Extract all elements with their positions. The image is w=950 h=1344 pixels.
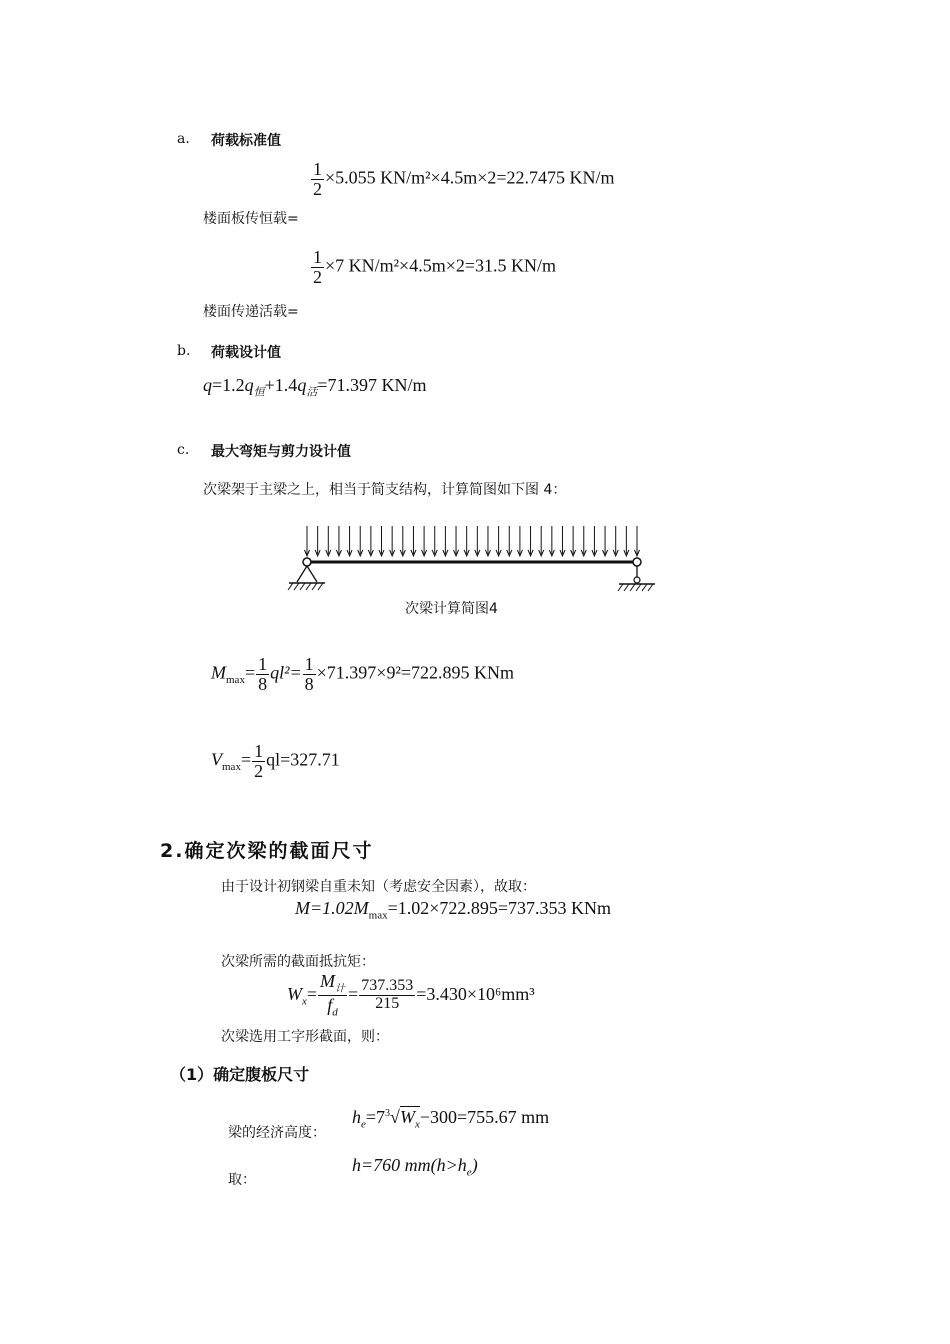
dead-load-formula xyxy=(310,160,615,199)
vmax-formula: $V_{max}=$ $\frac{1}{2}$ ql=327.71 xyxy=(211,741,340,781)
section-b-marker: b. xyxy=(177,343,191,359)
section-c-marker: c. xyxy=(177,442,190,458)
fraction-half: $\frac{1}{2}$ xyxy=(313,159,322,199)
fraction-half: $\frac{1}{2}$ xyxy=(254,741,264,781)
design-load-formula: $q=1.2q_恒+1.4q_活=71.397$ KN/m xyxy=(203,375,427,399)
live-load-label: 楼面传递活载= xyxy=(203,304,299,320)
fraction-eighth: $\frac{1}{8}$ xyxy=(258,654,268,694)
beam-diagram xyxy=(285,520,665,600)
m-design-formula: $M=1.02M_{max}=1.02\times 722.895=737.353$ KNm xyxy=(295,898,612,922)
dead-load-label: 楼面板传恒载= xyxy=(203,211,299,227)
fraction-values: $\frac{737.353}{215}$ xyxy=(361,977,414,1013)
live-load-rest: ×7 KN/m²×4.5m×2=31.5 KN/m xyxy=(325,255,557,276)
section-2-note1: 由于设计初钢梁自重未知（考虑安全因素），故取： xyxy=(221,879,536,895)
h-formula: h=760 $mm(h>h_e)$ xyxy=(352,1155,478,1179)
fraction-half: $\frac{1}{2}$ xyxy=(313,247,322,287)
wx-formula: $W_x=$ $\frac{M_计}{f_d}$ = $\frac{737.353}{215}$ =3.430×10⁶mm³ xyxy=(287,971,535,1019)
section-2-note2: 次梁所需的截面抵抗矩： xyxy=(221,954,375,970)
section-c-title: 最大弯矩与剪力设计值 xyxy=(211,444,351,460)
fraction-eighth: $\frac{1}{8}$ xyxy=(304,654,314,694)
economic-height-label: 梁的经济高度： xyxy=(228,1125,326,1141)
section-a-marker: a. xyxy=(177,131,190,147)
dead-load-rest: ×5.055 KN/m²×4.5m×2=22.7475 KN/m xyxy=(325,167,615,188)
section-b-title: 荷载设计值 xyxy=(211,345,281,361)
he-formula: $h_e=7^3√W_x-300=755.67$ mm xyxy=(352,1107,550,1131)
distributed-load-arrows xyxy=(305,526,640,556)
section-c-intro: 次梁架于主梁之上，相当于简支结构，计算简图如下图 4： xyxy=(203,482,567,498)
section-2-note3: 次梁选用工字形截面，则： xyxy=(221,1029,389,1045)
section-a-title: 荷载标准值 xyxy=(211,133,281,149)
mmax-formula: $M_{max}=$ $\frac{1}{8}$ ql²= $\frac{1}{8}$ ×71.397×9²=722.895 KNm xyxy=(211,654,515,694)
take-label: 取： xyxy=(228,1172,256,1188)
fraction-m-over-f: $\frac{M_计}{f_d}$ xyxy=(320,971,346,1019)
subsection-1-heading: （1）确定腹板尺寸 xyxy=(170,1065,310,1084)
figure-caption: 次梁计算简图4 xyxy=(405,601,498,617)
section-2-heading: 2.确定次梁的截面尺寸 xyxy=(160,840,374,862)
live-load-formula xyxy=(310,248,556,287)
